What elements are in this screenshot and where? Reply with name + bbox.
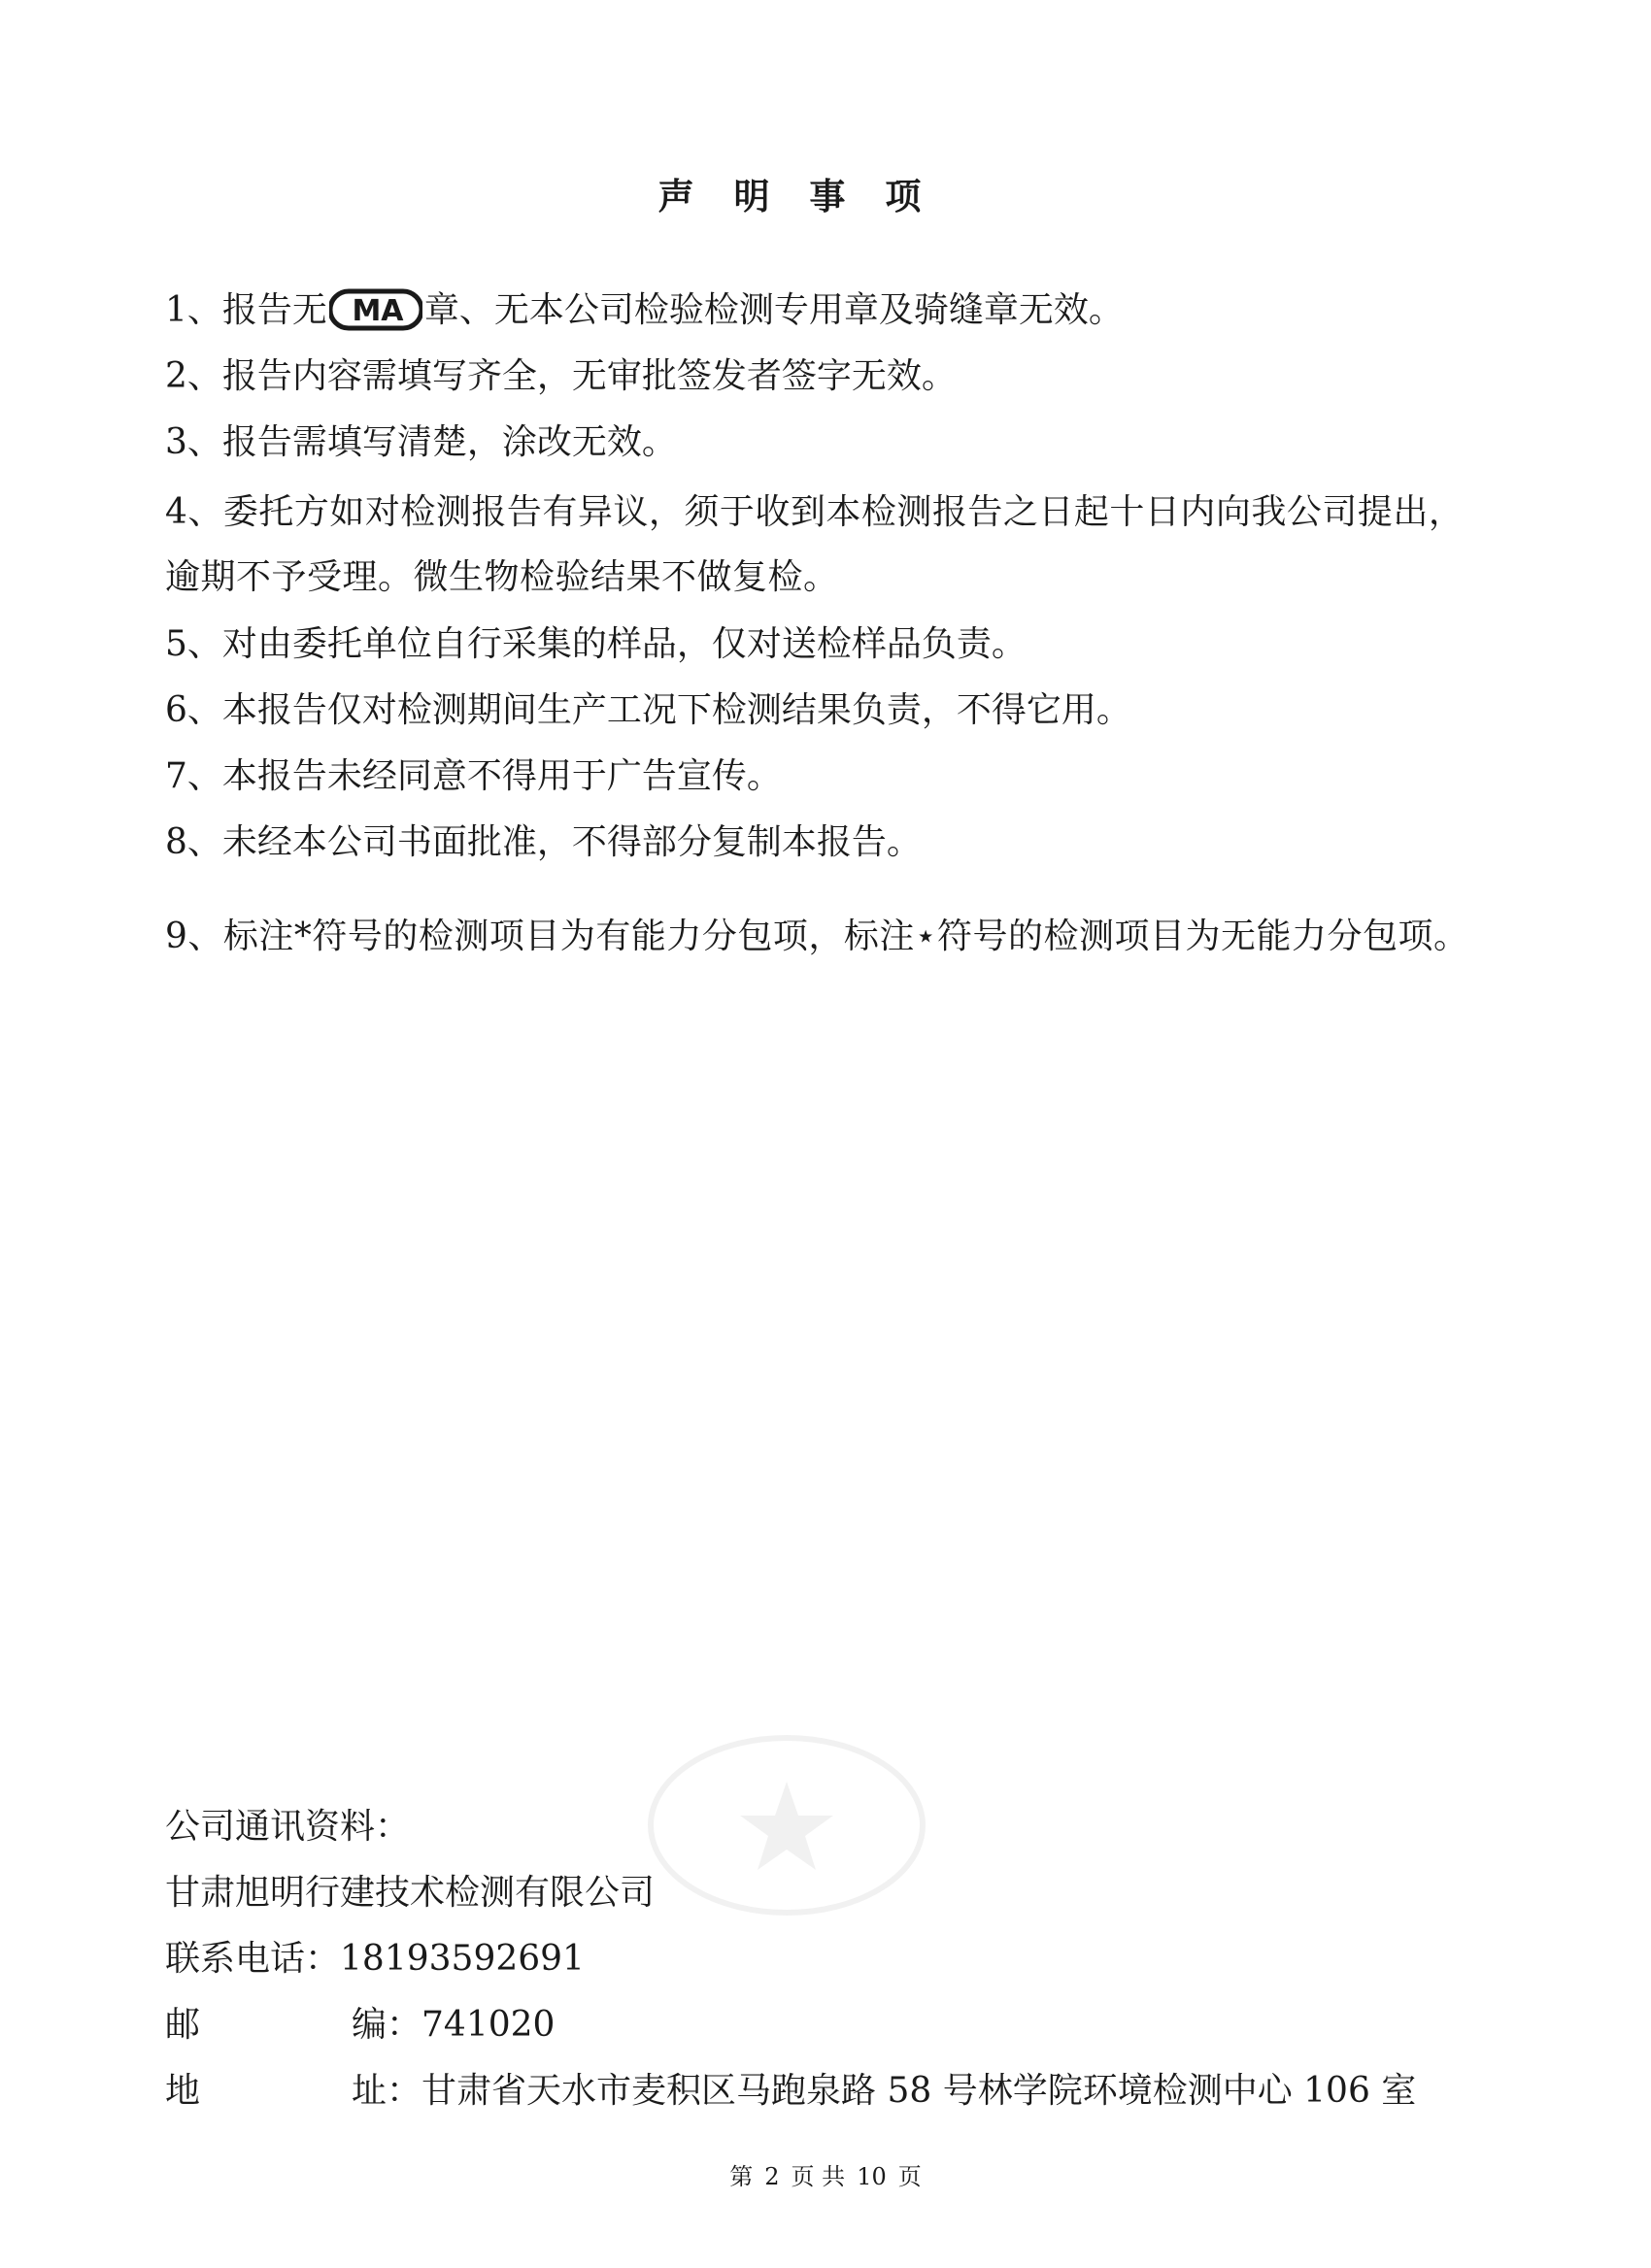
statement-1-suffix: 章、无本公司检验检测专用章及骑缝章无效。 [423, 290, 1124, 330]
statement-3: 3、报告需填写清楚，涂改无效。 [165, 422, 677, 462]
address-label-second: 址： [352, 2071, 422, 2111]
postcode-label-first: 邮 [165, 2005, 201, 2045]
cma-mark-icon [329, 288, 422, 331]
contact-phone-row [165, 1936, 585, 1983]
postcode-value: 741020 [421, 2005, 556, 2045]
statement-2: 2、报告内容需填写齐全，无审批签发者签字无效。 [165, 356, 957, 396]
statement-1-prefix: 1、报告无 [165, 290, 327, 330]
statement-9: 9、标注*符号的检测项目为有能力分包项，标注⋆符号的检测项目为无能力分包项。 [165, 917, 1469, 956]
company-name: 甘肃旭明行建技术检测有限公司 [165, 1873, 656, 1913]
statement-7: 7、本报告未经同意不得用于广告宣传。 [165, 756, 782, 796]
footer-middle: 页 共 [791, 2163, 846, 2190]
footer-suffix: 页 [897, 2163, 922, 2190]
page-title: 声 明 事 项 [657, 175, 935, 217]
phone-label: 联系电话： [165, 1939, 341, 1979]
statement-1 [165, 287, 1486, 334]
footer-total-pages: 10 [857, 2163, 887, 2190]
phone-value: 18193592691 [340, 1939, 585, 1979]
statement-8: 8、未经本公司书面批准，不得部分复制本报告。 [165, 822, 922, 862]
cma-mark-text: MA [352, 294, 404, 328]
address-value: 甘肃省天水市麦积区马跑泉路 58 号林学院环境检测中心 106 室 [421, 2071, 1417, 2111]
statement-6: 6、本报告仅对检测期间生产工况下检测结果负责，不得它用。 [165, 690, 1131, 730]
contact-address-row [165, 2068, 1416, 2115]
footer-prefix: 第 [729, 2163, 754, 2190]
footer-page-number: 2 [764, 2163, 780, 2190]
statement-5: 5、对由委托单位自行采集的样品，仅对送检样品负责。 [165, 624, 1027, 664]
statement-4: 4、委托方如对检测报告有异议，须于收到本检测报告之日起十日内向我公司提出，逾期不予受理。微生物检验结果不做复检。 [165, 492, 1465, 597]
page-footer [0, 2157, 1651, 2191]
contact-postcode-row [165, 2002, 555, 2049]
address-label-first: 地 [165, 2071, 201, 2111]
faint-seal-icon [641, 1728, 932, 1922]
contact-heading: 公司通讯资料： [165, 1807, 411, 1847]
postcode-label-second: 编： [352, 2005, 422, 2045]
